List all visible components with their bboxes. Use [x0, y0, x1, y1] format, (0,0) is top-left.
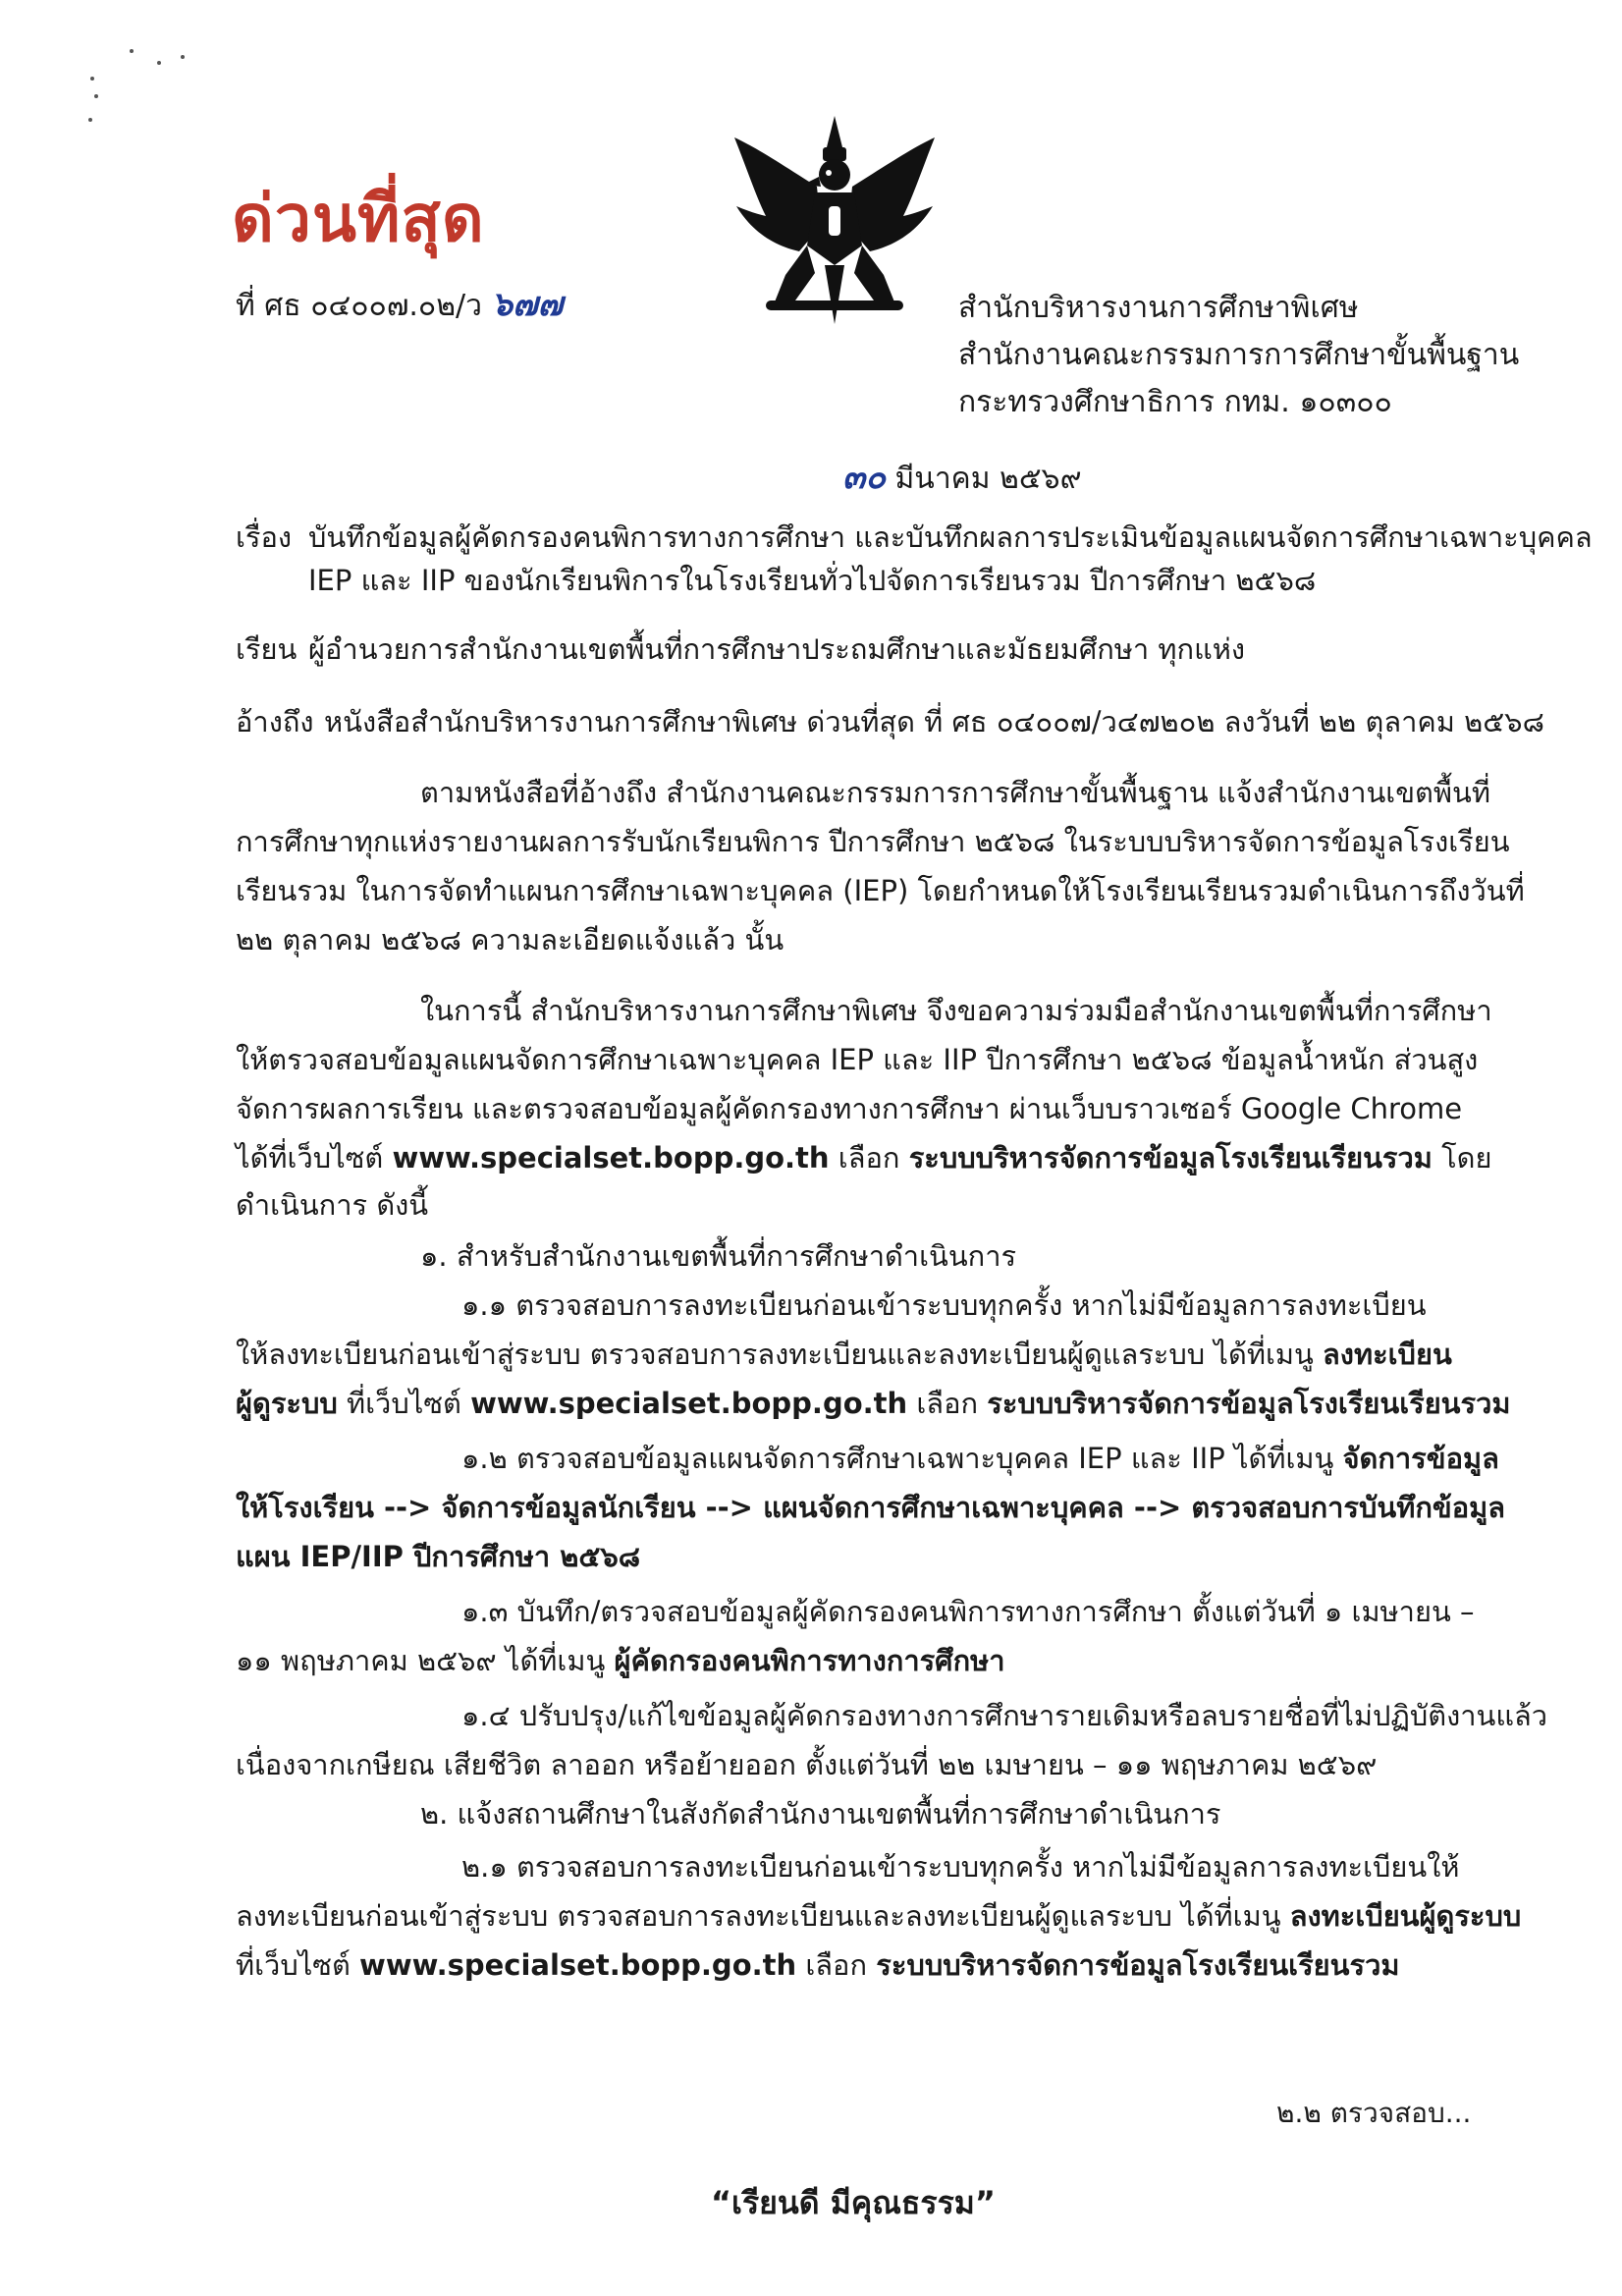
para1-line-4: ๒๒ ตุลาคม ๒๕๖๘ ความละเอียดแจ้งแล้ว นั้น — [236, 923, 784, 957]
urgency-stamp: ด่วนที่สุด — [232, 180, 485, 256]
item-1-1-line-3 — [236, 1381, 1510, 1426]
website-link[interactable]: www.specialset.bopp.go.th — [359, 1948, 797, 1982]
motto: “เรียนดี มีคุณธรรม” — [711, 2184, 996, 2221]
document-date — [842, 450, 1082, 503]
subject-line-2: IEP และ IIP ของนักเรียนพิการในโรงเรียนทั่วไปจัดการเรียนรวม ปีการศึกษา ๒๕๖๘ — [308, 564, 1317, 597]
item-1-3-line-1: ๑.๓ บันทึก/ตรวจสอบข้อมูลผู้คัดกรองคนพิการทางการศึกษา ตั้งแต่วันที่ ๑ เมษายน – — [461, 1595, 1475, 1628]
document-number-prefix: ที่ ศธ ๐๔๐๐๗.๐๒/ว — [236, 289, 482, 323]
item-2-1-line-3 — [236, 1942, 1399, 1988]
office-line-3: กระทรวงศึกษาธิการ กทม. ๑๐๓๐๐ — [958, 385, 1392, 419]
system-name: ระบบบริหารจัดการข้อมูลโรงเรียนเรียนรวม — [908, 1141, 1433, 1175]
recipient-label: เรียน — [236, 632, 297, 666]
text-span: ที่เว็บไซต์ — [236, 1948, 360, 1982]
system-name: ระบบบริหารจัดการข้อมูลโรงเรียนเรียนรวม — [876, 1948, 1400, 1982]
text-span: เลือก — [829, 1141, 909, 1175]
date-day-handwritten: ๓๐ — [842, 458, 886, 497]
text-span: ๑๑ พฤษภาคม ๒๕๖๙ ได้ที่เมนู — [236, 1644, 615, 1677]
para2-line-4 — [236, 1135, 1492, 1180]
item-1-4-line-2: เนื่องจากเกษียณ เสียชีวิต ลาออก หรือย้ายออก ตั้งแต่วันที่ ๒๒ เมษายน – ๑๑ พฤษภาคม ๒๕๖๙ — [236, 1748, 1378, 1781]
section-2-title: ๒. แจ้งสถานศึกษาในสังกัดสำนักงานเขตพื้นที่การศึกษาดำเนินการ — [420, 1797, 1221, 1831]
text-span: ที่เว็บไซต์ — [337, 1387, 471, 1420]
menu-register-cont: ผู้ดูระบบ — [236, 1387, 338, 1420]
para1-line-2: การศึกษาทุกแห่งรายงานผลการรับนักเรียนพิการ ปีการศึกษา ๒๕๖๘ ในระบบบริหารจัดการข้อมูลโรงเรียน — [236, 825, 1510, 858]
menu-register: ลงทะเบียนผู้ดูระบบ — [1289, 1899, 1522, 1933]
item-1-2-line-2: ให้โรงเรียน --> จัดการข้อมูลนักเรียน --> แผนจัดการศึกษาเฉพาะบุคคล --> ตรวจสอบการบันทึกข้อมูล — [236, 1491, 1506, 1524]
item-2-1-line-2 — [236, 1893, 1521, 1939]
para2-line-5: ดำเนินการ ดังนี้ — [236, 1188, 429, 1222]
reference-text: หนังสือสำนักบริหารงานการศึกษาพิเศษ ด่วนที่สุด ที่ ศธ ๐๔๐๐๗/ว๔๗๒๐๒ ลงวันที่ ๒๒ ตุลาคม ๒๕๖๘ — [324, 705, 1544, 738]
document-number-handwritten: ๖๗๗ — [491, 285, 564, 324]
subject-label: เรื่อง — [236, 520, 293, 554]
website-link[interactable]: www.specialset.bopp.go.th — [392, 1141, 830, 1175]
item-1-2-line-1 — [461, 1436, 1499, 1481]
item-1-2-line-3: แผน IEP/IIP ปีการศึกษา ๒๕๖๘ — [236, 1540, 641, 1573]
text-span: เลือก — [907, 1387, 988, 1420]
website-link[interactable]: www.specialset.bopp.go.th — [470, 1387, 908, 1420]
para2-line-3: จัดการผลการเรียน และตรวจสอบข้อมูลผู้คัดกรองทางการศึกษา ผ่านเว็บบราวเซอร์ Google Chrome — [236, 1092, 1463, 1125]
next-page-indicator: ๒.๒ ตรวจสอบ... — [1276, 2097, 1472, 2129]
garuda-emblem-icon — [727, 108, 943, 334]
item-1-1-line-2 — [236, 1332, 1452, 1377]
office-line-1: สำนักบริหารงานการศึกษาพิเศษ — [958, 291, 1359, 325]
recipient-text: ผู้อำนวยการสำนักงานเขตพื้นที่การศึกษาประถมศึกษาและมัธยมศึกษา ทุกแห่ง — [308, 632, 1246, 666]
office-line-2: สำนักงานคณะกรรมการการศึกษาขั้นพื้นฐาน — [958, 338, 1520, 372]
menu-screener: ผู้คัดกรองคนพิการทางการศึกษา — [614, 1644, 1005, 1677]
para2-line-2: ให้ตรวจสอบข้อมูลแผนจัดการศึกษาเฉพาะบุคคล IEP และ IIP ปีการศึกษา ๒๕๖๘ ข้อมูลน้ำหนัก ส่วนสูง — [236, 1043, 1479, 1076]
item-1-4-line-1: ๑.๔ ปรับปรุง/แก้ไขข้อมูลผู้คัดกรองทางการศึกษารายเดิมหรือลบรายชื่อที่ไม่ปฏิบัติงานแล้ว — [461, 1699, 1548, 1732]
section-1-title: ๑. สำหรับสำนักงานเขตพื้นที่การศึกษาดำเนินการ — [420, 1239, 1017, 1273]
menu-register: ลงทะเบียน — [1323, 1338, 1452, 1371]
text-span: ๑.๒ ตรวจสอบข้อมูลแผนจัดการศึกษาเฉพาะบุคคล IEP และ IIP ได้ที่เมนู — [461, 1442, 1343, 1475]
date-month-year: มีนาคม ๒๕๖๙ — [886, 462, 1082, 496]
text-span: ได้ที่เว็บไซต์ — [236, 1141, 393, 1175]
text-span: ให้ลงทะเบียนก่อนเข้าสู่ระบบ ตรวจสอบการลงทะเบียนและลงทะเบียนผู้ดูแลระบบ ได้ที่เมนู — [236, 1338, 1324, 1371]
text-span: เลือก — [796, 1948, 877, 1982]
system-name: ระบบบริหารจัดการข้อมูลโรงเรียนเรียนรวม — [987, 1387, 1511, 1420]
item-1-1-line-1: ๑.๑ ตรวจสอบการลงทะเบียนก่อนเข้าระบบทุกครั้ง หากไม่มีข้อมูลการลงทะเบียน — [461, 1288, 1427, 1322]
para1-line-1: ตามหนังสือที่อ้างถึง สำนักงานคณะกรรมการการศึกษาขั้นพื้นฐาน แจ้งสำนักงานเขตพื้นที่ — [420, 776, 1490, 809]
subject-line-1: บันทึกข้อมูลผู้คัดกรองคนพิการทางการศึกษา และบันทึกผลการประเมินข้อมูลแผนจัดการศึกษาเฉพาะบุคคล — [308, 520, 1593, 554]
item-1-3-line-2 — [236, 1638, 1005, 1683]
reference-label: อ้างถึง — [236, 705, 314, 738]
text-span: โดย — [1432, 1141, 1492, 1175]
para1-line-3: เรียนรวม ในการจัดทำแผนการศึกษาเฉพาะบุคคล (IEP) โดยกำหนดให้โรงเรียนเรียนรวมดำเนินการถึงวันที่ — [236, 874, 1525, 907]
menu-manage-data: จัดการข้อมูล — [1342, 1442, 1499, 1475]
text-span: ลงทะเบียนก่อนเข้าสู่ระบบ ตรวจสอบการลงทะเบียนและลงทะเบียนผู้ดูแลระบบ ได้ที่เมนู — [236, 1899, 1290, 1933]
item-2-1-line-1: ๒.๑ ตรวจสอบการลงทะเบียนก่อนเข้าระบบทุกครั้ง หากไม่มีข้อมูลการลงทะเบียนให้ — [461, 1850, 1460, 1884]
document-number — [236, 277, 563, 330]
para2-line-1: ในการนี้ สำนักบริหารงานการศึกษาพิเศษ จึงขอความร่วมมือสำนักงานเขตพื้นที่การศึกษา — [420, 994, 1492, 1027]
